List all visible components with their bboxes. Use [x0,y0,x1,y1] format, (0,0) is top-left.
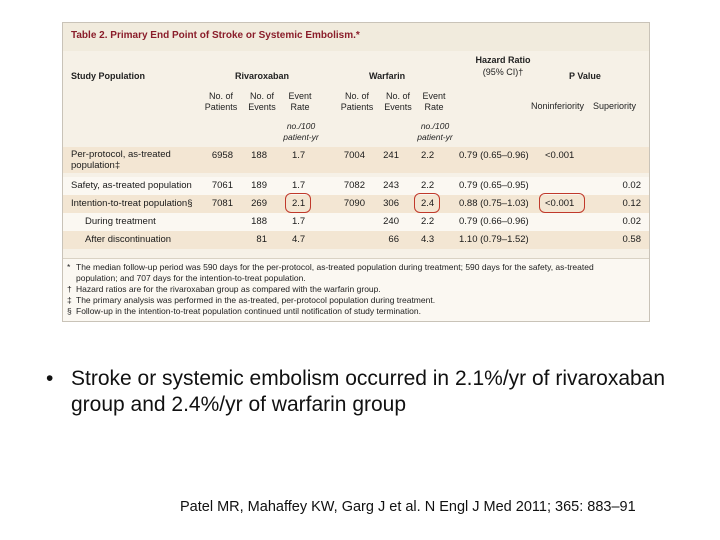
row-label: Per-protocol, as-treated population‡ [71,149,171,171]
riv-events: 188 [251,216,267,227]
header-war-no-patients: No. of Patients [340,91,374,112]
footnote-text: The primary analysis was performed in the as-treated, per-protocol population during treatment. [76,295,436,305]
riv-rate: 1.7 [292,216,306,227]
table-row [63,195,649,213]
header-war-rate-unit: no./100 patient-yr [417,121,453,142]
riv-events: 269 [251,198,267,209]
war-rate: 2.2 [421,150,435,161]
header-noninferiority: Noninferiority [531,101,585,111]
header-study-population: Study Population [71,71,145,81]
footnote-text: population; and 707 days for the intention-to-treat population. [76,273,306,283]
highlight-war-rate [414,193,440,213]
p-superiority: 0.58 [622,234,641,245]
header-warfarin: Warfarin [369,71,406,81]
p-noninferiority: <0.001 [545,150,575,161]
war-rate: 2.2 [421,216,435,227]
table-title-bar [63,23,649,52]
hazard-ratio: 1.10 (0.79–1.52) [459,234,529,245]
war-patients: 7082 [343,180,365,191]
header-rivaroxaban: Rivaroxaban [235,71,290,81]
header-riv-no-patients: No. of Patients [204,91,238,112]
bullet-symbol: • [46,367,54,390]
war-events: 240 [383,216,399,227]
war-patients: 7090 [343,198,365,209]
hazard-ratio: 0.88 (0.75–1.03) [459,198,529,209]
header-riv-rate-unit: no./100 patient-yr [283,121,319,142]
riv-patients: 7061 [211,180,233,191]
riv-rate: 4.7 [292,234,306,245]
table-row [63,213,649,231]
war-rate: 2.2 [421,180,435,191]
war-rate: 4.3 [421,234,435,245]
row-label: During treatment [85,216,156,227]
header-riv-event-rate: Event Rate [288,91,312,112]
riv-patients: 6958 [211,150,233,161]
header-hazard-ratio: Hazard Ratio [475,55,531,65]
header-hazard-ratio-ci: (95% CI)† [482,67,524,77]
war-rate: 2.4 [421,198,435,209]
footnote-text: Hazard ratios are for the rivaroxaban group as compared with the warfarin group. [76,284,381,294]
table-row [63,147,649,173]
footnote-symbol: * [67,262,71,272]
bullet-text: Stroke or systemic embolism occurred in 2.1%/yr of rivaroxaban group and 2.4%/yr of warfarin group [71,367,666,416]
footnote-text: The median follow-up period was 590 days for the per-protocol, as-treated population during treatment; 590 days for the safety, as-treated [76,262,594,272]
highlight-riv-rate [285,193,311,213]
footnote-symbol: † [67,284,72,294]
riv-events: 189 [251,180,267,191]
war-events: 306 [383,198,399,209]
header-war-no-events: No. of Events [384,91,412,112]
war-events: 241 [383,150,399,161]
war-events: 243 [383,180,399,191]
p-superiority: 0.02 [622,216,641,227]
citation: Patel MR, Mahaffey KW, Garg J et al. N Engl J Med 2011; 365: 883–91 [180,499,636,515]
row-label: Intention-to-treat population§ [71,198,193,209]
header-p-value: P Value [569,71,601,81]
header-war-event-rate: Event Rate [422,91,446,112]
p-superiority: 0.02 [622,180,641,191]
riv-rate: 1.7 [292,180,306,191]
riv-rate: 2.1 [292,198,306,209]
row-label: Safety, as-treated population [71,180,192,191]
war-patients: 7004 [343,150,365,161]
riv-events: 188 [251,150,267,161]
footnote-text: Follow-up in the intention-to-treat population continued until notification of study termination. [76,306,421,316]
riv-patients: 7081 [211,198,233,209]
footnote-symbol: ‡ [67,295,72,305]
table-row [63,231,649,249]
table-footnotes [63,258,649,321]
war-events: 66 [388,234,399,245]
p-noninferiority: <0.001 [545,198,575,209]
riv-events: 81 [256,234,267,245]
footnote-symbol: § [67,306,72,316]
table-title: Table 2. Primary End Point of Stroke or Systemic Embolism.* [71,30,360,41]
row-label: After discontinuation [85,234,172,245]
hazard-ratio: 0.79 (0.65–0.96) [459,150,529,161]
header-riv-no-events: No. of Events [248,91,276,112]
riv-rate: 1.7 [292,150,306,161]
header-superiority: Superiority [593,101,637,111]
p-superiority: 0.12 [622,198,641,209]
hazard-ratio: 0.79 (0.65–0.95) [459,180,529,191]
hazard-ratio: 0.79 (0.66–0.96) [459,216,529,227]
highlight-noninferiority [539,193,585,213]
table-figure [62,22,650,322]
